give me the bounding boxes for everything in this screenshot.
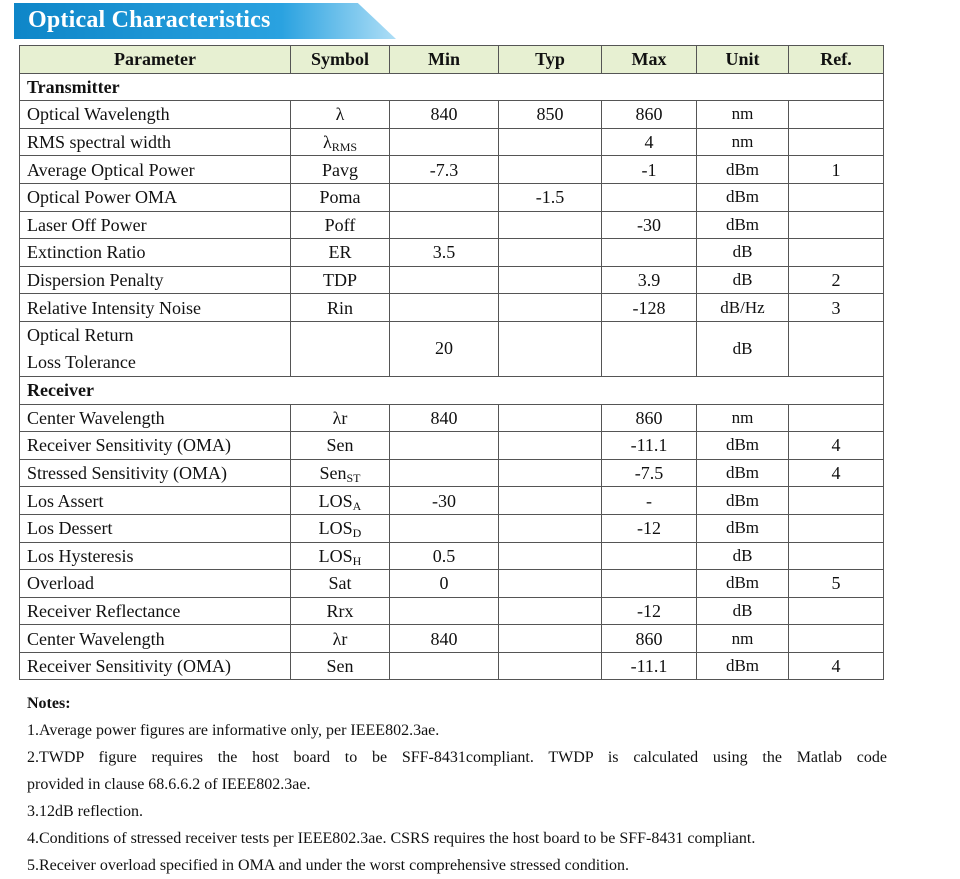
unit-cell: dBm [697,487,789,515]
max-cell [602,542,697,570]
min-cell [390,514,499,542]
typ-cell [499,266,602,294]
min-cell [390,597,499,625]
notes-block [27,690,887,879]
symbol-cell [291,266,390,294]
max-cell: -128 [602,294,697,322]
max-cell: 860 [602,404,697,432]
ref-cell [789,211,884,239]
ref-cell: 1 [789,156,884,184]
parameter-cell: Los Assert [20,487,291,515]
parameter-cell: Overload [20,570,291,598]
unit-cell: dB [697,597,789,625]
column-header: Ref. [789,46,884,74]
parameter-cell [20,321,291,376]
symbol-text: ER [328,242,352,263]
parameter-cell: Receiver Sensitivity (OMA) [20,652,291,680]
column-header: Max [602,46,697,74]
unit-cell: nm [697,404,789,432]
symbol-text: λr [332,628,348,649]
symbol-subscript: ST [346,471,361,486]
symbol-text: λr [332,407,348,428]
table-row [20,156,884,184]
column-header: Unit [697,46,789,74]
unit-cell: dBm [697,514,789,542]
unit-cell: dB [697,266,789,294]
note-5: 5.Receiver overload specified in OMA and under the worst comprehensive stressed condition. [27,857,630,874]
symbol-text: LOS [318,490,353,511]
unit-cell: nm [697,625,789,653]
unit-cell: dBm [697,652,789,680]
table-row [20,239,884,267]
min-cell: 0.5 [390,542,499,570]
unit-cell: nm [697,128,789,156]
symbol-cell [291,211,390,239]
table-row [20,542,884,570]
symbol-text: Sen [326,435,354,456]
min-cell [390,266,499,294]
min-cell: 0 [390,570,499,598]
ref-cell [789,625,884,653]
symbol-text: LOS [318,518,353,539]
symbol-text: Rin [326,297,353,318]
symbol-text: Sen [326,656,354,677]
parameter-cell: Center Wavelength [20,404,291,432]
parameter-cell: Laser Off Power [20,211,291,239]
min-cell: 840 [390,625,499,653]
table-row [20,128,884,156]
max-cell: -30 [602,211,697,239]
parameter-line: Optical Return [27,324,134,345]
ref-cell: 4 [789,459,884,487]
ref-cell: 2 [789,266,884,294]
page-title: Optical Characteristics [28,7,271,33]
typ-cell [499,625,602,653]
table-row [20,625,884,653]
column-header: Min [390,46,499,74]
max-cell: 860 [602,101,697,129]
symbol-text: TDP [322,270,357,291]
parameter-cell: Dispersion Penalty [20,266,291,294]
typ-cell [499,294,602,322]
parameter-cell: Receiver Sensitivity (OMA) [20,432,291,460]
typ-cell [499,570,602,598]
ref-cell: 4 [789,432,884,460]
section-row-receiver [20,376,884,404]
ref-cell [789,321,884,376]
header-row [20,46,884,74]
symbol-subscript: D [352,526,362,541]
min-cell: -30 [390,487,499,515]
parameter-cell: Extinction Ratio [20,239,291,267]
table-row [20,266,884,294]
min-cell: 3.5 [390,239,499,267]
symbol-text: Poma [319,187,361,208]
min-cell: -7.3 [390,156,499,184]
symbol-cell [291,514,390,542]
min-cell [390,294,499,322]
unit-cell: dB/Hz [697,294,789,322]
table-row [20,652,884,680]
typ-cell [499,432,602,460]
note-2-line-2: provided in clause 68.6.6.2 of IEEE802.3ae. [27,776,311,793]
unit-cell: dBm [697,570,789,598]
unit-cell: dBm [697,459,789,487]
typ-cell [499,404,602,432]
symbol-cell [291,432,390,460]
symbol-text: λ [335,104,345,125]
symbol-subscript: H [352,553,362,568]
column-header: Parameter [20,46,291,74]
notes-heading: Notes: [27,695,71,712]
section-row-transmitter [20,73,884,101]
max-cell: 3.9 [602,266,697,294]
min-cell: 840 [390,101,499,129]
ref-cell: 4 [789,652,884,680]
min-cell [390,459,499,487]
parameter-cell: Los Dessert [20,514,291,542]
max-cell: 4 [602,128,697,156]
unit-cell: dB [697,321,789,376]
note-2-line-1: 2.TWDP figure requires the host board to be SFF-8431compliant. TWDP is calculated using the Matlab code [27,749,887,766]
ref-cell: 5 [789,570,884,598]
note-4: 4.Conditions of stressed receiver tests per IEEE802.3ae. CSRS requires the host board to be SFF-8431 compliant. [27,830,756,847]
column-header: Typ [499,46,602,74]
symbol-text: Pavg [322,159,358,180]
ref-cell [789,101,884,129]
min-cell [390,432,499,460]
table-row [20,183,884,211]
ref-cell: 3 [789,294,884,322]
symbol-text: LOS [318,545,353,566]
symbol-text: λ [322,132,332,153]
note-3: 3.12dB reflection. [27,803,143,820]
typ-cell [499,652,602,680]
parameter-cell: Average Optical Power [20,156,291,184]
ref-cell [789,128,884,156]
max-cell: -11.1 [602,432,697,460]
unit-cell: dB [697,542,789,570]
symbol-text: Poff [324,214,356,235]
parameter-line: Loss Tolerance [27,351,136,372]
min-cell [390,183,499,211]
parameter-cell: RMS spectral width [20,128,291,156]
typ-cell [499,128,602,156]
unit-cell: dBm [697,183,789,211]
symbol-cell [291,570,390,598]
max-cell: 860 [602,625,697,653]
max-cell: -11.1 [602,652,697,680]
table-row [20,404,884,432]
symbol-cell [291,404,390,432]
min-cell [390,652,499,680]
max-cell: -12 [602,597,697,625]
symbol-subscript: A [352,498,362,513]
spec-table [19,45,884,680]
symbol-cell [291,459,390,487]
ref-cell [789,542,884,570]
parameter-cell: Relative Intensity Noise [20,294,291,322]
symbol-cell [291,625,390,653]
typ-cell: 850 [499,101,602,129]
unit-cell: dBm [697,156,789,184]
table-row [20,101,884,129]
note-1: 1.Average power figures are informative only, per IEEE802.3ae. [27,722,440,739]
typ-cell [499,487,602,515]
ref-cell [789,404,884,432]
symbol-subscript: RMS [331,140,358,155]
symbol-cell [291,652,390,680]
typ-cell [499,321,602,376]
table-row [20,514,884,542]
column-header: Symbol [291,46,390,74]
table-row [20,597,884,625]
max-cell [602,183,697,211]
symbol-cell [291,128,390,156]
unit-cell: dB [697,239,789,267]
max-cell [602,321,697,376]
parameter-cell: Receiver Reflectance [20,597,291,625]
ref-cell [789,487,884,515]
max-cell: -12 [602,514,697,542]
symbol-cell [291,156,390,184]
unit-cell: dBm [697,211,789,239]
symbol-cell [291,487,390,515]
symbol-cell [291,101,390,129]
min-cell: 840 [390,404,499,432]
symbol-cell [291,597,390,625]
table-row [20,321,884,376]
typ-cell [499,542,602,570]
table-row [20,211,884,239]
ref-cell [789,597,884,625]
ref-cell [789,514,884,542]
section-label: Transmitter [20,73,884,101]
ref-cell [789,239,884,267]
symbol-cell [291,321,390,376]
table-row [20,459,884,487]
parameter-cell: Optical Power OMA [20,183,291,211]
max-cell: -7.5 [602,459,697,487]
max-cell [602,570,697,598]
typ-cell [499,239,602,267]
symbol-cell [291,294,390,322]
max-cell: -1 [602,156,697,184]
min-cell: 20 [390,321,499,376]
section-label: Receiver [20,376,884,404]
unit-cell: nm [697,101,789,129]
max-cell: - [602,487,697,515]
symbol-text: Rrx [326,600,354,621]
table-row [20,570,884,598]
typ-cell [499,597,602,625]
min-cell [390,211,499,239]
symbol-text: Sen [319,463,347,484]
typ-cell [499,156,602,184]
min-cell [390,128,499,156]
typ-cell [499,514,602,542]
table-row [20,487,884,515]
max-cell [602,239,697,267]
unit-cell: dBm [697,432,789,460]
table-row [20,432,884,460]
table-row [20,294,884,322]
typ-cell: -1.5 [499,183,602,211]
parameter-cell: Optical Wavelength [20,101,291,129]
symbol-text: Sat [328,573,352,594]
ref-cell [789,183,884,211]
symbol-cell [291,239,390,267]
symbol-cell [291,542,390,570]
parameter-cell: Los Hysteresis [20,542,291,570]
parameter-cell: Center Wavelength [20,625,291,653]
typ-cell [499,211,602,239]
typ-cell [499,459,602,487]
symbol-cell [291,183,390,211]
parameter-cell: Stressed Sensitivity (OMA) [20,459,291,487]
